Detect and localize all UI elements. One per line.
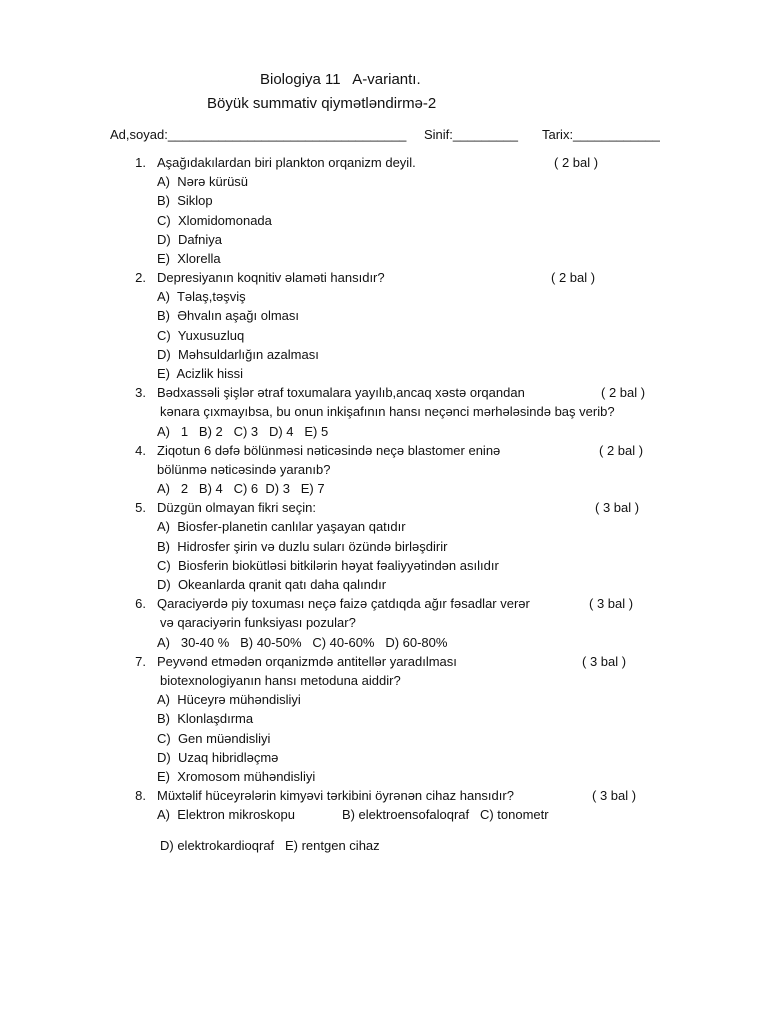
question-text: Qaraciyərdə piy toxuması neçə faizə çatdıqda ağır fəsadlar verər — [157, 596, 530, 611]
question-points: ( 2 bal ) — [599, 443, 644, 458]
question-points: ( 3 bal ) — [589, 596, 634, 611]
question-points: ( 3 bal ) — [595, 500, 640, 515]
question-text-continued: və qaraciyərin funksiyası pozular? — [160, 615, 356, 630]
answer-options-line[interactable]: A) Elektron mikroskopu B) elektroensofaloqraf C) tonometr — [157, 807, 549, 822]
class-field[interactable]: Sinif:_________ — [424, 127, 518, 142]
answer-option[interactable]: C) Biosferin biokütləsi bitkilərin həyat fəaliyyətindən asılıdır — [157, 558, 499, 573]
question-text-continued: biotexnologiyanın hansı metoduna aiddir? — [160, 673, 401, 688]
question-text: Ziqotun 6 dəfə bölünməsi nəticəsində neçə blastomer eninə — [157, 443, 501, 458]
question-points: ( 3 bal ) — [582, 654, 627, 669]
question-points: ( 2 bal ) — [551, 270, 596, 285]
question-text-continued: bölünmə nəticəsində yaranıb? — [157, 462, 331, 477]
question-number: 3. — [135, 385, 146, 400]
question-text: Depresiyanın koqnitiv əlaməti hansıdır? — [157, 270, 385, 285]
question-number: 7. — [135, 654, 146, 669]
answer-option[interactable]: C) Xlomidomonada — [157, 213, 272, 228]
answer-option[interactable]: E) Xromosom mühəndisliyi — [157, 769, 316, 784]
answer-options-line[interactable]: A) 30-40 % B) 40-50% C) 40-60% D) 60-80% — [157, 635, 448, 650]
answer-option[interactable]: E) Acizlik hissi — [157, 366, 243, 381]
answer-option[interactable]: D) Uzaq hibridləçmə — [157, 750, 279, 765]
title-line-2: Böyük summativ qiymətləndirmə-2 — [207, 95, 437, 112]
question-text: Bədxassəli şişlər ətraf toxumalara yayılıb,ancaq xəstə orqandan — [157, 385, 525, 400]
answer-option[interactable]: A) Təlaş,təşviş — [157, 289, 246, 304]
question-text: Aşağıdakılardan biri plankton orqanizm deyil. — [157, 155, 416, 170]
answer-options-line[interactable]: D) elektrokardioqraf E) rentgen cihaz — [160, 838, 380, 853]
question-text-continued: kənara çıxmayıbsa, bu onun inkişafının hansı neçənci mərhələsində baş verib? — [160, 404, 615, 419]
question-number: 5. — [135, 500, 146, 515]
question-text: Peyvənd etmədən orqanizmdə antitellər yaradılması — [157, 654, 457, 669]
answer-option[interactable]: E) Xlorella — [157, 251, 221, 266]
answer-option[interactable]: C) Gen müəndisliyi — [157, 731, 271, 746]
answer-option[interactable]: B) Klonlaşdırma — [157, 711, 254, 726]
answer-option[interactable]: D) Okeanlarda qranit qatı daha qalındır — [157, 577, 387, 592]
question-points: ( 3 bal ) — [592, 788, 637, 803]
title-line-1: Biologiya 11 A-variantı. — [260, 71, 421, 88]
question-number: 2. — [135, 270, 146, 285]
answer-option[interactable]: D) Dafniya — [157, 232, 223, 247]
answer-option[interactable]: A) Hüceyrə mühəndisliyi — [157, 692, 301, 707]
answer-option[interactable]: A) Biosfer-planetin canlılar yaşayan qatıdır — [157, 519, 406, 534]
answer-option[interactable]: B) Hidrosfer şirin və duzlu suları özündə birləşdirir — [157, 539, 448, 554]
answer-option[interactable]: C) Yuxusuzluq — [157, 328, 245, 343]
question-text: Düzgün olmayan fikri seçin: — [157, 500, 316, 515]
answer-option[interactable]: B) Siklop — [157, 193, 213, 208]
answer-option[interactable]: D) Məhsuldarlığın azalması — [157, 347, 319, 362]
name-field[interactable]: Ad,soyad:_________________________________ — [110, 127, 407, 142]
question-number: 8. — [135, 788, 146, 803]
question-text: Müxtəlif hüceyrələrin kimyəvi tərkibini öyrənən cihaz hansıdır? — [157, 788, 514, 803]
question-points: ( 2 bal ) — [554, 155, 599, 170]
answer-options-line[interactable]: A) 2 B) 4 C) 6 D) 3 E) 7 — [157, 481, 325, 496]
date-field[interactable]: Tarix:____________ — [542, 127, 660, 142]
question-number: 6. — [135, 596, 146, 611]
answer-option[interactable]: A) Nərə kürüsü — [157, 174, 249, 189]
answer-option[interactable]: B) Əhvalın aşağı olması — [157, 308, 300, 323]
question-number: 4. — [135, 443, 146, 458]
answer-options-line[interactable]: A) 1 B) 2 C) 3 D) 4 E) 5 — [157, 424, 329, 439]
question-points: ( 2 bal ) — [601, 385, 646, 400]
question-number: 1. — [135, 155, 146, 170]
